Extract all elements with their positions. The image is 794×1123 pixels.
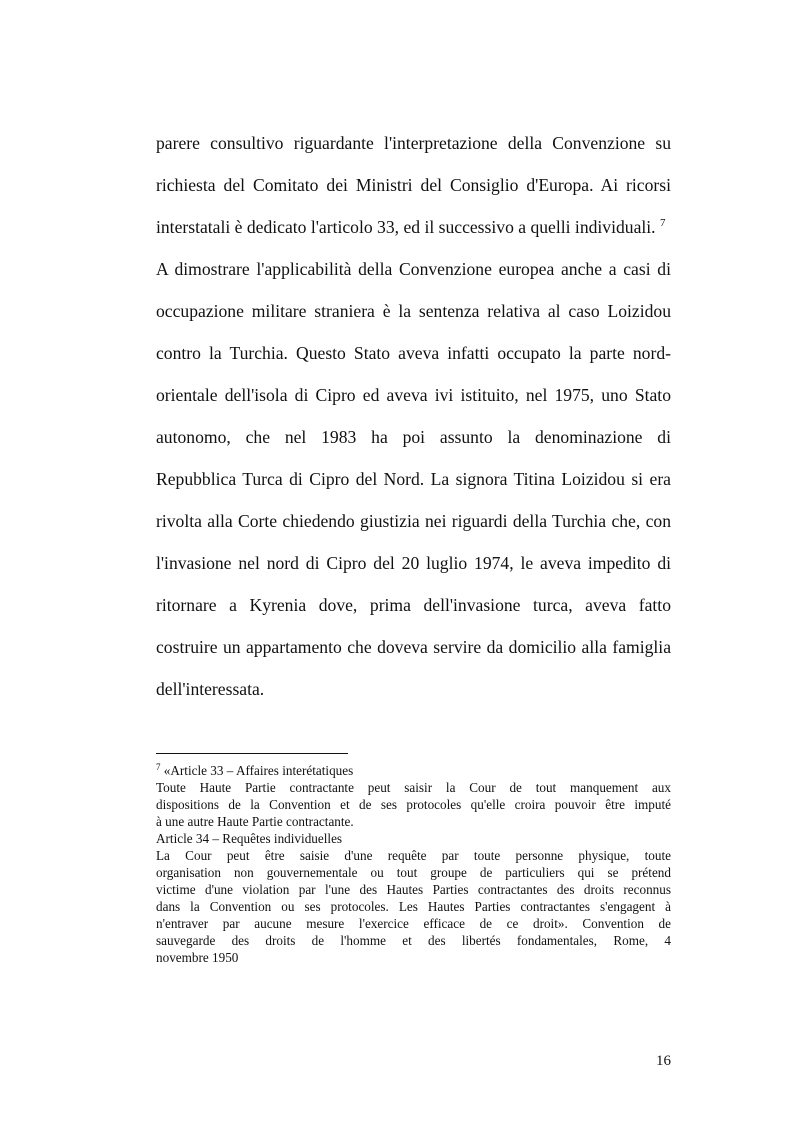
page-number: 16 bbox=[656, 1053, 671, 1069]
body-line: occupazione militare straniera è la sentenza relativa al caso Loizidou bbox=[156, 301, 671, 321]
footnote-reference[interactable]: 7 bbox=[659, 217, 666, 229]
body-line: ritornare a Kyrenia dove, prima dell'invasione turca, aveva fatto bbox=[156, 595, 671, 615]
body-line: richiesta del Comitato dei Ministri del Consiglio d'Europa. Ai ricorsi bbox=[156, 175, 671, 195]
footnote-separator bbox=[156, 753, 348, 754]
footnote-marker: 7 bbox=[156, 762, 161, 772]
footnote-line: victime d'une violation par l'une des Hautes Parties contractantes des droits reconnus bbox=[156, 882, 671, 897]
footnote-line: à une autre Haute Partie contractante. bbox=[156, 814, 354, 829]
body-line: costruire un appartamento che doveva servire da domicilio alla famiglia bbox=[156, 637, 671, 657]
footnote-line bbox=[156, 763, 671, 779]
body-line: autonomo, che nel 1983 ha poi assunto la denominazione di bbox=[156, 427, 671, 447]
footnote-line: Toute Haute Partie contractante peut saisir la Cour de tout manquement aux bbox=[156, 780, 671, 795]
footnote-line: organisation non gouvernementale ou tout groupe de particuliers qui se prétend bbox=[156, 865, 671, 880]
body-line: rivolta alla Corte chiedendo giustizia nei riguardi della Turchia che, con bbox=[156, 511, 671, 531]
body-line: contro la Turchia. Questo Stato aveva infatti occupato la parte nord- bbox=[156, 343, 671, 363]
footnote-line: novembre 1950 bbox=[156, 950, 239, 965]
footnote-line: La Cour peut être saisie d'une requête par toute personne physique, toute bbox=[156, 848, 671, 863]
footnote-line: n'entraver par aucune mesure l'exercice efficace de ce droit». Convention de bbox=[156, 916, 671, 931]
body-line: Repubblica Turca di Cipro del Nord. La signora Titina Loizidou si era bbox=[156, 469, 671, 489]
body-line-text: interstatali è dedicato l'articolo 33, ed il successivo a quelli individuali. bbox=[156, 217, 656, 237]
body-line bbox=[156, 215, 671, 239]
body-line: parere consultivo riguardante l'interpretazione della Convenzione su bbox=[156, 133, 671, 153]
footnote-line: sauvegarde des droits de l'homme et des libertés fondamentales, Rome, 4 bbox=[156, 933, 671, 948]
footnote-line: dans la Convention ou ses protocoles. Les Hautes Parties contractantes s'engagent à bbox=[156, 899, 671, 914]
footnote-line: Article 34 – Requêtes individuelles bbox=[156, 831, 343, 846]
body-line: A dimostrare l'applicabilità della Convenzione europea anche a casi di bbox=[156, 259, 671, 279]
body-line: l'invasione nel nord di Cipro del 20 luglio 1974, le aveva impedito di bbox=[156, 553, 671, 573]
footnote-line-text: «Article 33 – Affaires interétatiques bbox=[163, 763, 354, 778]
body-line: dell'interessata. bbox=[156, 679, 265, 699]
footnote-line: dispositions de la Convention et de ses protocoles qu'elle croira pouvoir être imputé bbox=[156, 797, 671, 812]
body-line: orientale dell'isola di Cipro ed aveva ivi istituito, nel 1975, uno Stato bbox=[156, 385, 671, 405]
